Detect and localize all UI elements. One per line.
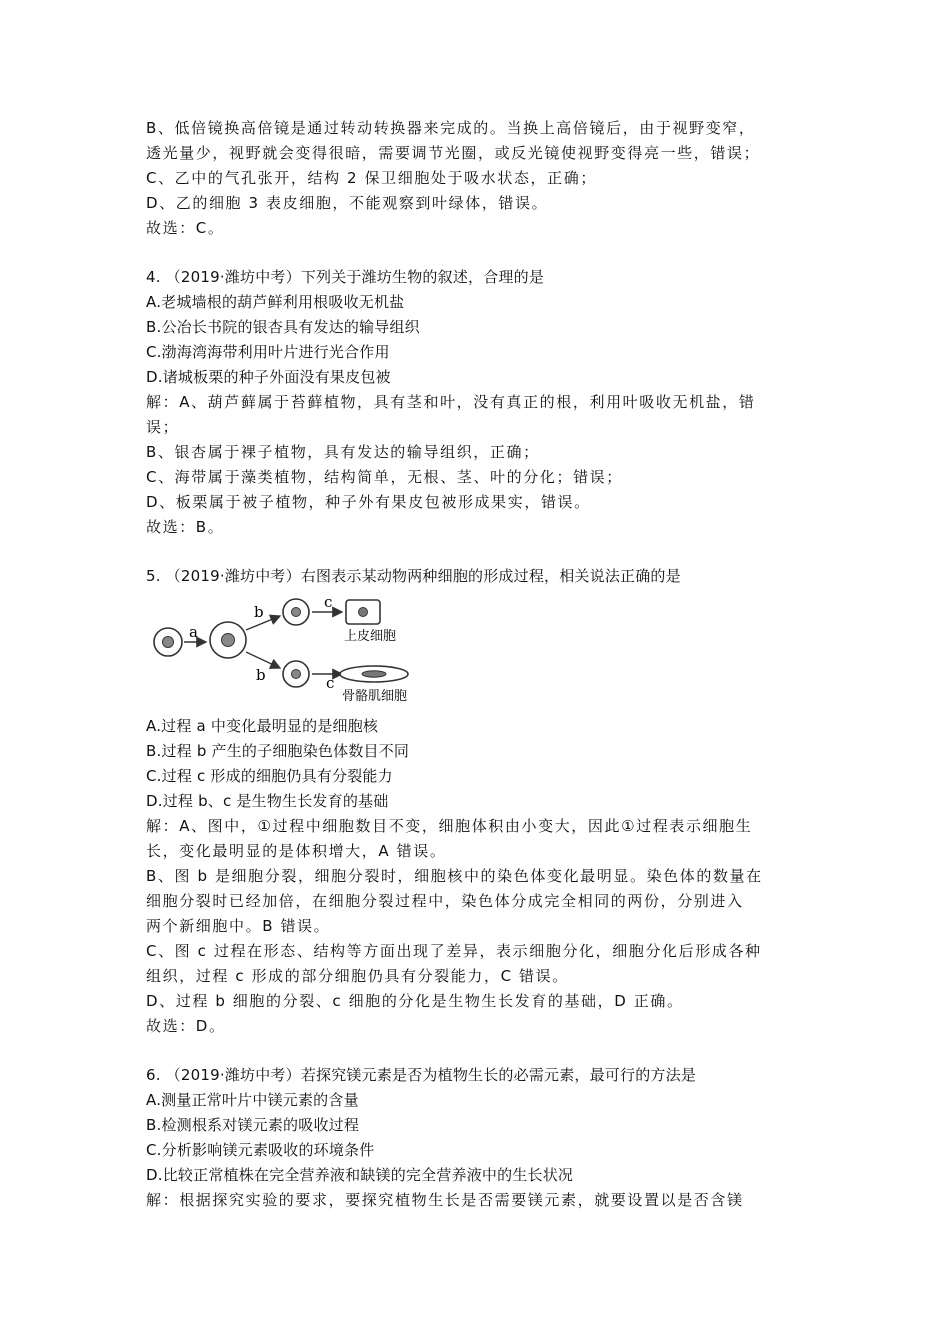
- text-line: 故选：C。: [146, 219, 225, 237]
- option-b: B.公冶长书院的银杏具有发达的输导组织: [146, 318, 420, 336]
- nucleus: [292, 670, 301, 679]
- caption-muscle: 骨骼肌细胞: [342, 689, 408, 704]
- label-c-bottom: c: [326, 674, 335, 692]
- text-line: C、乙中的气孔张开，结构 2 保卫细胞处于吸水状态，正确；: [146, 169, 597, 187]
- cell-formation-figure: [146, 592, 436, 704]
- nucleus: [222, 634, 235, 647]
- answer-line: B、银杏属于裸子植物，具有发达的输导组织，正确；: [146, 443, 540, 461]
- nucleus: [163, 637, 174, 648]
- text-line: D、乙的细胞 3 表皮细胞，不能观察到叶绿体，错误。: [146, 194, 549, 212]
- answer-line: 解：A、图中，①过程中细胞数目不变，细胞体积由小变大，因此①过程表示细胞生: [146, 817, 753, 835]
- option-d: D.诸城板栗的种子外面没有果皮包被: [146, 368, 391, 386]
- answer-choice: 故选：B。: [146, 518, 225, 536]
- text-line: 透光量少，视野就会变得很暗，需要调节光圈，或反光镜使视野变得亮一些，错误；: [146, 144, 761, 162]
- label-b-top: b: [254, 603, 264, 621]
- option-b: B.检测根系对镁元素的吸收过程: [146, 1116, 360, 1134]
- question-title: 5. （2019·潍坊中考）右图表示某动物两种细胞的形成过程，相关说法正确的是: [146, 567, 681, 585]
- answer-line: B、图 b 是细胞分裂，细胞分裂时，细胞核中的染色体变化最明显。染色体的数量在: [146, 867, 763, 885]
- answer-line: D、过程 b 细胞的分裂、c 细胞的分化是生物生长发育的基础，D 正确。: [146, 992, 684, 1010]
- answer-line: D、板栗属于被子植物，种子外有果皮包被形成果实，错误。: [146, 493, 591, 511]
- nucleus: [359, 608, 368, 617]
- answer-line: 组织，过程 c 形成的部分细胞仍具有分裂能力，C 错误。: [146, 967, 569, 985]
- option-d: D.过程 b、c 是生物生长发育的基础: [146, 792, 389, 810]
- answer-line: 两个新细胞中。B 错误。: [146, 917, 331, 935]
- option-d: D.比较正常植株在完全营养液和缺镁的完全营养液中的生长状况: [146, 1166, 574, 1184]
- option-c: C.过程 c 形成的细胞仍具有分裂能力: [146, 767, 393, 785]
- answer-line: 长，变化最明显的是体积增大，A 错误。: [146, 842, 447, 860]
- answer-line: 解：A、葫芦藓属于苔藓植物，具有茎和叶，没有真正的根，利用叶吸收无机盐，错: [146, 393, 756, 411]
- question-title: 4. （2019·潍坊中考）下列关于潍坊生物的叙述，合理的是: [146, 268, 545, 286]
- label-a: a: [189, 623, 198, 641]
- option-b: B.过程 b 产生的子细胞染色体数目不同: [146, 742, 410, 760]
- question-title: 6. （2019·潍坊中考）若探究镁元素是否为植物生长的必需元素，最可行的方法是: [146, 1066, 697, 1084]
- label-c-top: c: [324, 593, 333, 611]
- option-a: A.老城墙根的葫芦鲜利用根吸收无机盐: [146, 293, 405, 311]
- option-a: A.过程 a 中变化最明显的是细胞核: [146, 717, 379, 735]
- nucleus: [292, 608, 301, 617]
- caption-epithelial: 上皮细胞: [344, 629, 397, 644]
- answer-line: 细胞分裂时已经加倍，在细胞分裂过程中，染色体分成完全相同的两份，分别进入: [146, 892, 744, 910]
- answer-line: 解：根据探究实验的要求，要探究植物生长是否需要镁元素，就要设置以是否含镁: [146, 1191, 744, 1209]
- nucleus: [362, 671, 386, 677]
- option-c: C.分析影响镁元素吸收的环境条件: [146, 1141, 375, 1159]
- option-c: C.渤海湾海带利用叶片进行光合作用: [146, 343, 390, 361]
- answer-line: 误；: [146, 418, 180, 436]
- answer-choice: 故选：D。: [146, 1017, 226, 1035]
- label-b-bottom: b: [256, 666, 266, 684]
- text-line: B、低倍镜换高倍镜是通过转动转换器来完成的。当换上高倍镜后，由于视野变窄，: [146, 119, 756, 137]
- option-a: A.测量正常叶片中镁元素的含量: [146, 1091, 359, 1109]
- answer-line: C、图 c 过程在形态、结构等方面出现了差异，表示细胞分化，细胞分化后形成各种: [146, 942, 762, 960]
- answer-line: C、海带属于藻类植物，结构简单，无根、茎、叶的分化；错误；: [146, 468, 623, 486]
